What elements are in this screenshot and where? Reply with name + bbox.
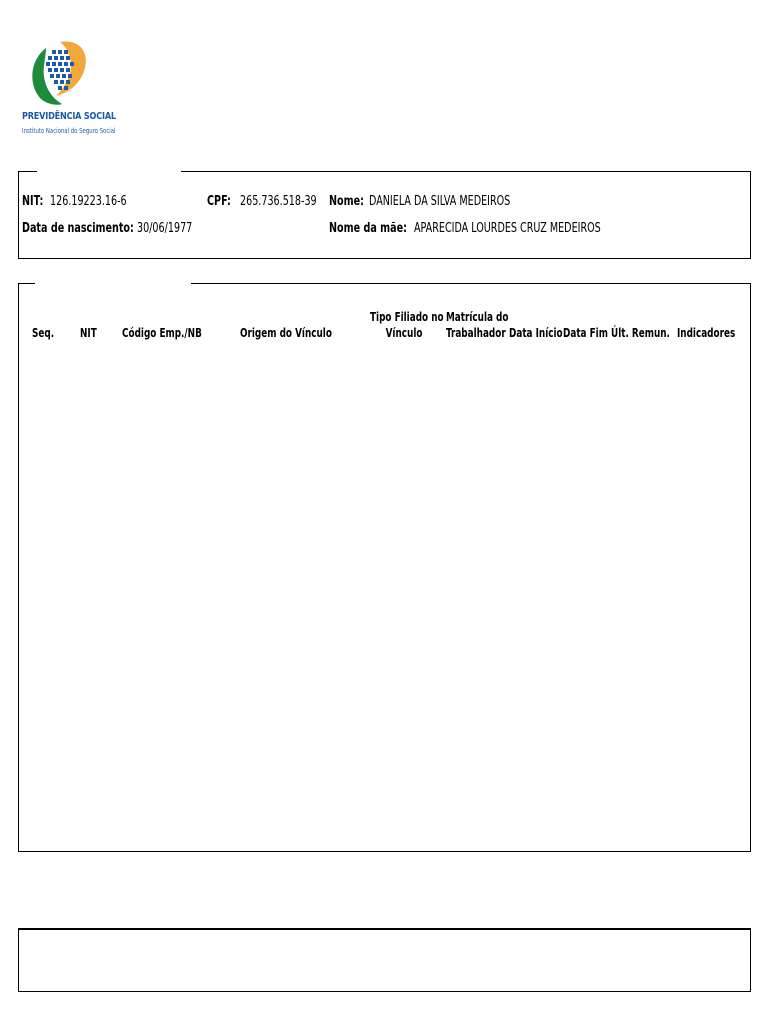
footer-panel (18, 928, 751, 992)
col-header-data-inicio: Data Início (509, 326, 563, 340)
col-header-tipo-line1: Tipo Filiado no (370, 310, 444, 324)
mother-name-value: APARECIDA LOURDES CRUZ MEDEIROS (414, 221, 601, 236)
col-header-seq: Seq. (32, 326, 55, 340)
cpf-label: CPF: (207, 194, 231, 209)
nit-label: NIT: (22, 194, 44, 209)
col-header-nit: NIT (80, 326, 97, 340)
col-header-indicadores: Indicadores (677, 326, 736, 340)
nit-value: 126.19223.16-6 (50, 194, 127, 209)
col-header-ult-remun: Últ. Remun. (611, 326, 670, 340)
logo-subtitle: Instituto Nacional do Seguro Social (22, 127, 116, 135)
col-header-tipo-filiado (370, 309, 444, 341)
col-header-data-fim: Data Fim (563, 326, 608, 340)
col-header-codigo: Código Emp./NB (122, 326, 202, 340)
nome-label: Nome: (329, 194, 364, 209)
birthdate-label: Data de nascimento: (22, 221, 134, 236)
cpf-value: 265.736.518-39 (240, 194, 317, 209)
col-header-matricula (446, 309, 508, 341)
mother-name-label: Nome da mãe: (329, 221, 407, 236)
identification-panel (18, 171, 751, 259)
nome-value: DANIELA DA SILVA MEDEIROS (369, 194, 511, 209)
col-header-origem: Origem do Vínculo (240, 326, 332, 340)
col-header-tipo-line2: Vínculo (385, 326, 423, 340)
vinculos-table-panel (18, 283, 751, 852)
col-header-matricula-line1: Matrícula do (446, 310, 509, 324)
birthdate-value: 30/06/1977 (137, 221, 193, 236)
logo-title: PREVIDÊNCIA SOCIAL (22, 111, 116, 122)
col-header-matricula-line2: Trabalhador (446, 326, 506, 340)
